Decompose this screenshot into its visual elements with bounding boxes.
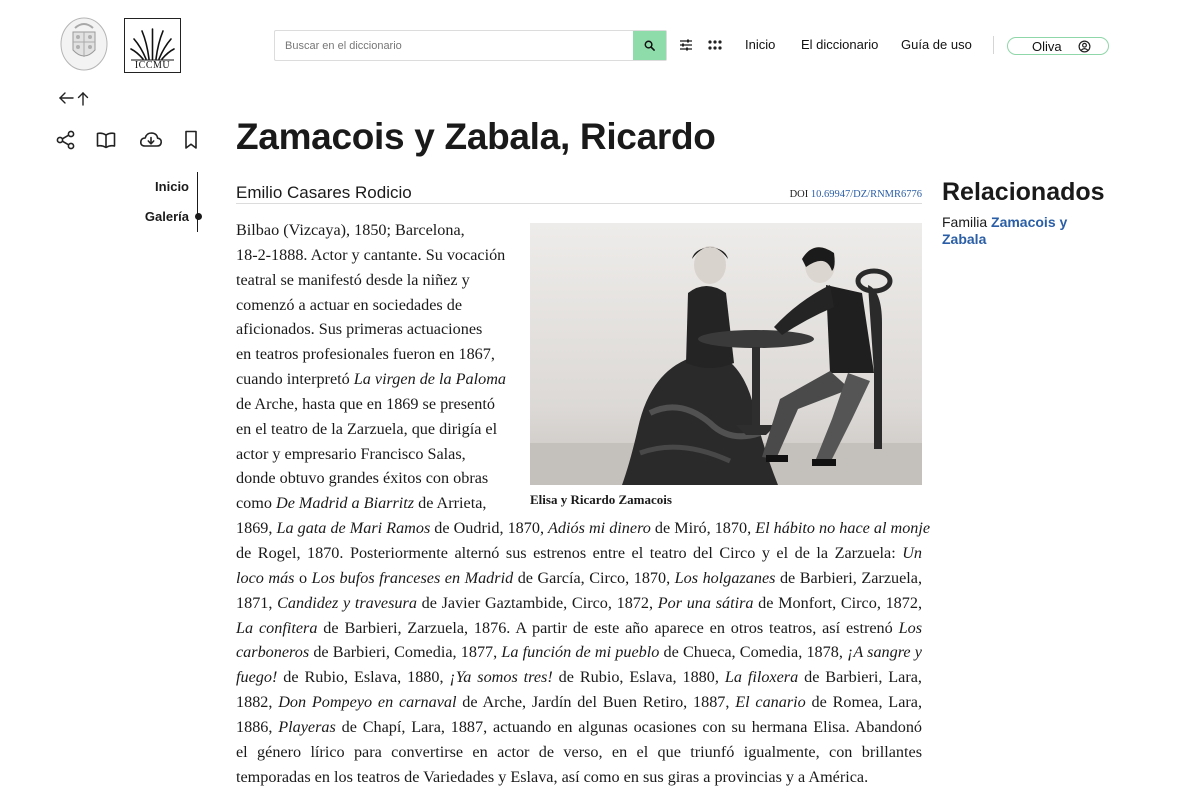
work-title: Los holgazanes: [674, 568, 776, 587]
active-section-dot: [195, 213, 202, 220]
page-title: Zamacois y Zabala, Ricardo: [236, 116, 716, 157]
user-name: Oliva: [1032, 39, 1062, 54]
work-title: De Madrid a Biarritz: [276, 494, 415, 513]
related-label: Familia: [942, 214, 988, 230]
nav-guia-de-uso[interactable]: Guía de uso: [901, 37, 972, 52]
iccmu-logo-text: ICCMU: [134, 60, 171, 71]
body-line: en el teatro de la Zarzuela, que dirigía el: [236, 419, 498, 438]
search-button[interactable]: [633, 31, 666, 60]
iccmu-logo[interactable]: [124, 18, 181, 73]
work-title: loco más: [236, 568, 295, 587]
apps-grid-icon[interactable]: [707, 37, 723, 53]
body-line: 1886, Playeras de Chapí, Lara, 1887, actuando en algunas ocasiones con su hermana Elisa. Abandonó: [236, 717, 923, 736]
work-title: Por una sátira: [657, 593, 754, 612]
up-arrow-icon: [79, 93, 88, 105]
body-line: 1869, La gata de Mari Ramos de Oudrid, 1870, Adiós mi dinero de Miró, 1870, El hábito no hace al monje: [236, 519, 931, 538]
nav-inicio[interactable]: Inicio: [745, 37, 776, 52]
body-line: cuando interpretó La virgen de la Paloma: [236, 370, 507, 389]
page-local-nav: [140, 172, 198, 232]
localnav-galeria[interactable]: Galería: [144, 209, 189, 224]
work-title: fuego!: [236, 668, 278, 687]
body-line: 1882, Don Pompeyo en carnaval de Arche, Jardín del Buen Retiro, 1887, El canario de Romea, Lara,: [236, 693, 922, 712]
work-title: Candidez y travesura: [277, 593, 417, 612]
work-title: carboneros: [236, 643, 310, 662]
body-line: Bilbao (Vizcaya), 1850; Barcelona,: [236, 221, 465, 239]
body-line: en teatros profesionales fueron en 1867,: [236, 345, 495, 364]
work-title: La filoxera: [724, 668, 799, 687]
body-line: de Rogel, 1870. Posteriormente alternó sus estrenos entre el teatro del Circo y el de la Zarzuela: Un: [236, 543, 922, 562]
user-menu-button[interactable]: [1007, 37, 1109, 55]
work-title: Don Pompeyo en carnaval: [278, 693, 457, 712]
filter-sliders-icon[interactable]: [678, 37, 694, 53]
body-line: temporadas en los teatros de Variedades y Eslava, así como en sus giras a provincias y a América.: [236, 767, 869, 786]
history-nav: [58, 90, 92, 106]
work-title: ¡A sangre y: [847, 643, 922, 662]
user-account-icon: [1078, 40, 1091, 53]
back-arrow-icon: [60, 93, 73, 103]
work-title: El hábito no hace al monje: [755, 519, 931, 538]
work-title: Los bufos franceses en Madrid: [311, 568, 514, 587]
body-line: donde obtuvo grandes éxitos con obras: [236, 469, 489, 488]
body-line: aficionados. Sus primeras actuaciones: [236, 320, 483, 339]
university-seal-logo[interactable]: [59, 16, 109, 72]
open-book-icon[interactable]: [95, 129, 117, 151]
doi-link[interactable]: 10.69947/DZ/RNMR6776: [810, 189, 922, 200]
body-line: 1871, Candidez y travesura de Javier Gaztambide, Circo, 1872, Por una sátira de Monfort, Circo, 1872,: [236, 593, 922, 612]
body-line: actor y empresario Francisco Salas,: [236, 444, 466, 463]
body-line: 18-2-1888. Actor y cantante. Su vocación: [236, 245, 506, 264]
body-line: loco más o Los bufos franceses en Madrid de García, Circo, 1870, Los holgazanes de Barbieri, Zarzuela,: [236, 568, 923, 587]
nav-el-diccionario[interactable]: El diccionario: [801, 37, 879, 52]
work-title: Un: [902, 543, 922, 562]
body-line: fuego! de Rubio, Eslava, 1880, ¡Ya somos tres! de Rubio, Eslava, 1880, La filoxera de Barbieri, Lara,: [236, 668, 922, 687]
body-line: La confitera de Barbieri, Zarzuela, 1876. A partir de este año aparece en otros teatros, así estrenó Los: [236, 618, 922, 637]
work-title: La virgen de la Paloma: [353, 370, 507, 389]
search-input[interactable]: [275, 31, 633, 60]
work-title: Playeras: [278, 717, 336, 736]
body-line: teatral se manifestó desde la niñez y: [236, 270, 470, 289]
body-line: el género lírico para convertirse en actor de verso, en el que triunfó igualmente, con brillantes: [236, 742, 922, 761]
article-author[interactable]: Emilio Casares Rodicio: [236, 183, 412, 202]
site-header: [0, 0, 1199, 90]
body-line: comenzó a actuar en sociedades de: [236, 295, 463, 314]
work-title: La confitera: [236, 618, 318, 637]
doi-reference: [790, 189, 922, 200]
bookmark-icon[interactable]: [180, 129, 202, 151]
related-item: [942, 214, 1082, 248]
search-box: [274, 30, 667, 61]
localnav-inicio[interactable]: Inicio: [155, 179, 189, 194]
share-icon[interactable]: [55, 129, 77, 151]
cloud-download-icon[interactable]: [139, 129, 163, 151]
work-title: ¡Ya somos tres!: [449, 668, 553, 687]
doi-label: DOI: [789, 189, 809, 200]
search-icon: [644, 40, 655, 51]
work-title: El canario: [735, 693, 806, 712]
body-line: carboneros de Barbieri, Comedia, 1877, La función de mi pueblo de Chueca, Comedia, 1878, ¡A sangre y: [236, 643, 922, 662]
work-title: Los: [898, 618, 922, 637]
body-line: de Arche, hasta que en 1869 se presentó: [236, 394, 495, 413]
article-body: [236, 218, 931, 789]
body-line: como De Madrid a Biarritz de Arrieta,: [236, 494, 487, 513]
work-title: La función de mi pueblo: [501, 643, 660, 662]
related-heading: Relacionados: [942, 178, 1105, 206]
work-title: Adiós mi dinero: [548, 519, 651, 538]
header-divider: [993, 36, 994, 54]
related-link[interactable]: Zamacois y Zabala: [942, 214, 1068, 247]
figure-caption: Elisa y Ricardo Zamacois: [530, 492, 672, 507]
header-rule: [236, 203, 922, 204]
work-title: La gata de Mari Ramos: [276, 519, 431, 538]
